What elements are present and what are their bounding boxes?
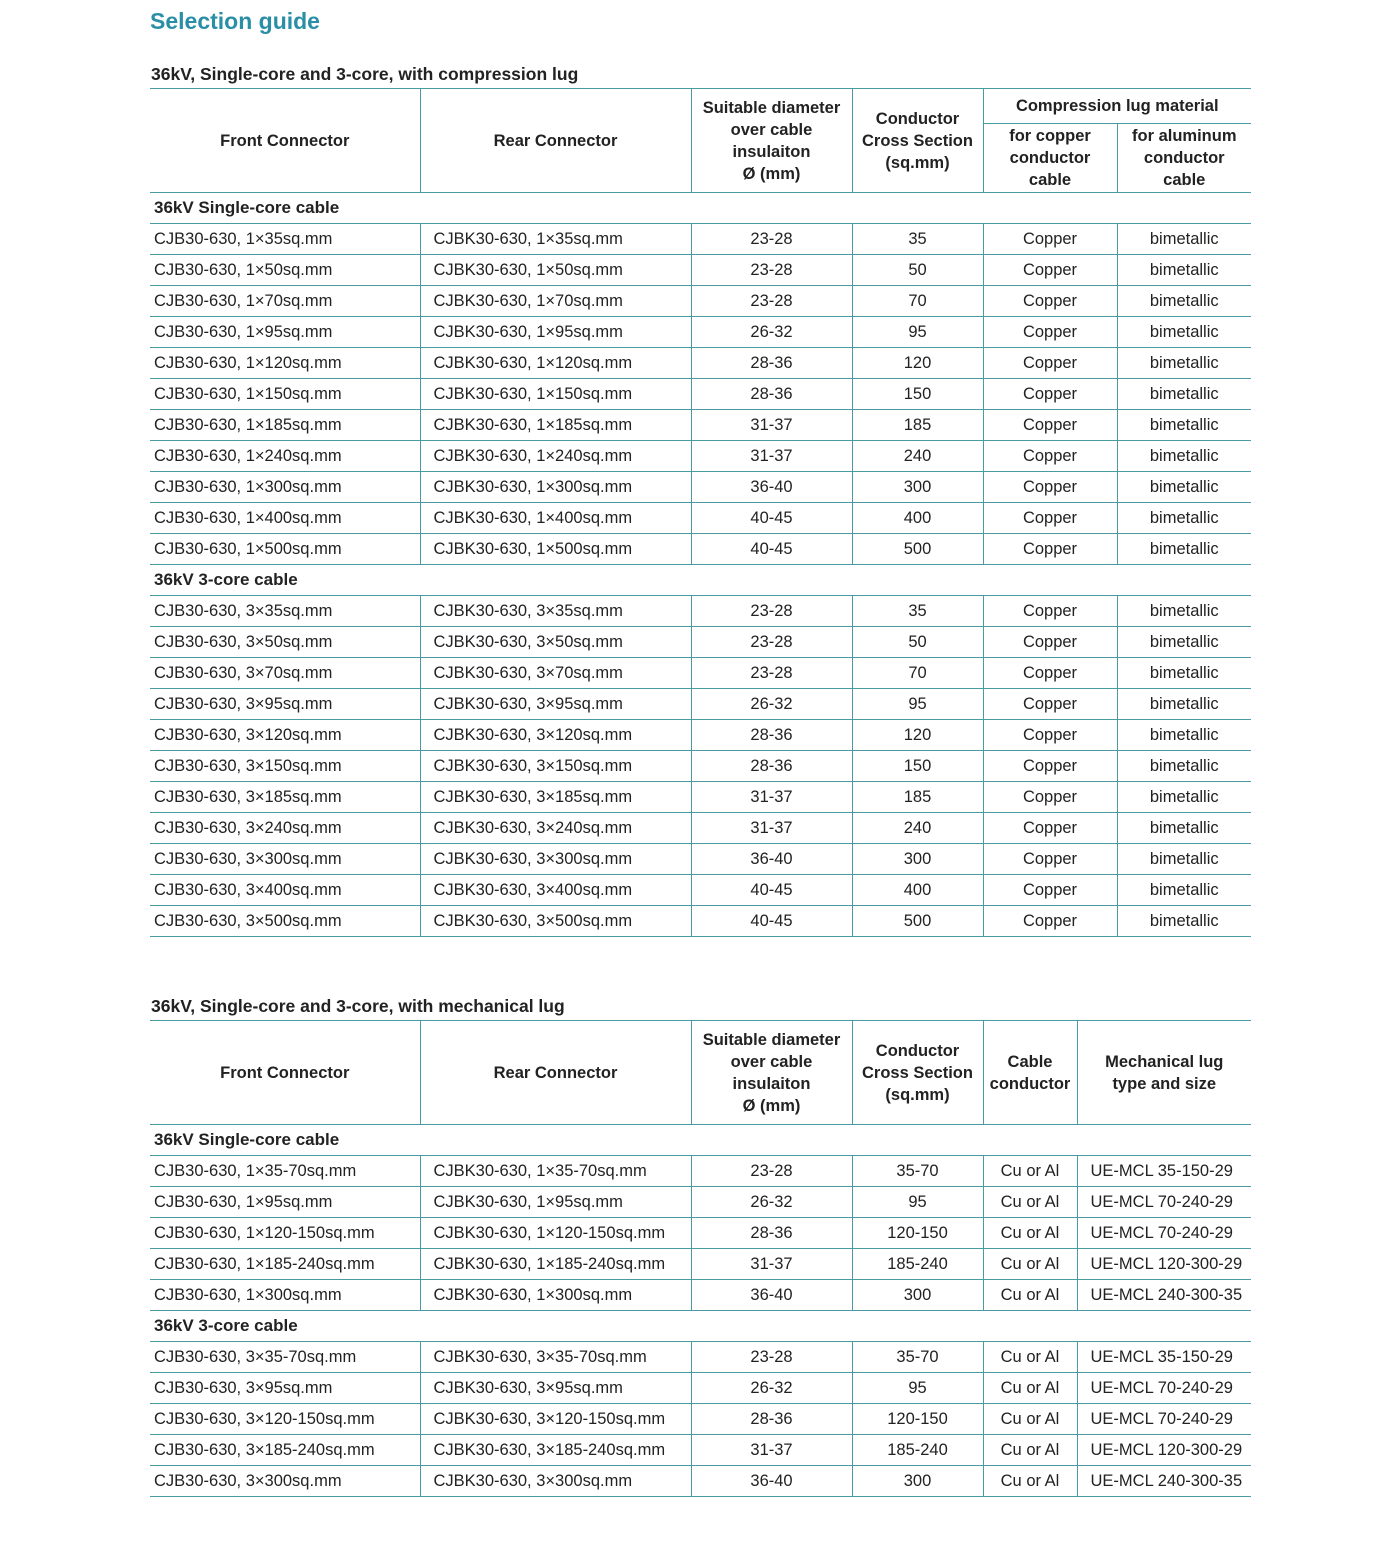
- cross-section-cell: 185-240: [852, 1435, 983, 1466]
- conductor-cell: Copper: [983, 286, 1117, 317]
- rear-connector-cell: CJBK30-630, 3×150sq.mm: [420, 751, 691, 782]
- front-connector-cell: CJB30-630, 1×185sq.mm: [150, 410, 420, 441]
- diameter-cell: 28-36: [691, 379, 852, 410]
- conductor-cell: Cu or Al: [983, 1466, 1077, 1497]
- table-row: [150, 286, 1251, 317]
- lug-cell: bimetallic: [1117, 751, 1251, 782]
- front-connector-cell: CJB30-630, 1×150sq.mm: [150, 379, 420, 410]
- rear-connector-header: Rear Connector: [420, 1021, 691, 1125]
- cross-section-cell: 120-150: [852, 1404, 983, 1435]
- table-row: [150, 534, 1251, 565]
- conductor-cell: Copper: [983, 751, 1117, 782]
- rear-connector-cell: CJBK30-630, 1×150sq.mm: [420, 379, 691, 410]
- diameter-cell: 31-37: [691, 410, 852, 441]
- lug-cell: UE-MCL 70-240-29: [1077, 1218, 1251, 1249]
- table-row: [150, 875, 1251, 906]
- diameter-cell: 36-40: [691, 1280, 852, 1311]
- cable-conductor-header: Cable conductor: [983, 1021, 1077, 1125]
- conductor-cell: Copper: [983, 317, 1117, 348]
- table-row: [150, 720, 1251, 751]
- conductor-cell: Copper: [983, 379, 1117, 410]
- rear-connector-cell: CJBK30-630, 1×35sq.mm: [420, 224, 691, 255]
- front-connector-cell: CJB30-630, 1×185-240sq.mm: [150, 1249, 420, 1280]
- rear-connector-cell: CJBK30-630, 1×95sq.mm: [420, 1187, 691, 1218]
- conductor-cell: Cu or Al: [983, 1435, 1077, 1466]
- rear-connector-cell: CJBK30-630, 1×300sq.mm: [420, 1280, 691, 1311]
- table-row: [150, 1249, 1251, 1280]
- group-label: 36kV 3-core cable: [150, 1311, 1251, 1342]
- rear-connector-cell: CJBK30-630, 1×240sq.mm: [420, 441, 691, 472]
- table-row: [150, 813, 1251, 844]
- diameter-cell: 23-28: [691, 1156, 852, 1187]
- diameter-cell: 31-37: [691, 813, 852, 844]
- diameter-cell: 28-36: [691, 1218, 852, 1249]
- cross-section-cell: 500: [852, 534, 983, 565]
- aluminum-conductor-header: for aluminum conductor cable: [1117, 124, 1251, 193]
- cross-section-cell: 95: [852, 1373, 983, 1404]
- table-row: [150, 627, 1251, 658]
- table-row: [150, 658, 1251, 689]
- group-label: 36kV 3-core cable: [150, 565, 1251, 596]
- compression-lug-material-header: Compression lug material: [983, 89, 1251, 124]
- front-connector-cell: CJB30-630, 1×35-70sq.mm: [150, 1156, 420, 1187]
- cross-section-cell: 240: [852, 813, 983, 844]
- lug-cell: bimetallic: [1117, 627, 1251, 658]
- cross-section-cell: 185-240: [852, 1249, 983, 1280]
- rear-connector-cell: CJBK30-630, 3×300sq.mm: [420, 1466, 691, 1497]
- diameter-cell: 23-28: [691, 596, 852, 627]
- front-connector-cell: CJB30-630, 3×185-240sq.mm: [150, 1435, 420, 1466]
- mechanical-lug-table-body: [150, 1125, 1251, 1497]
- diameter-cell: 31-37: [691, 1249, 852, 1280]
- diameter-cell: 26-32: [691, 1373, 852, 1404]
- compression-lug-table: [150, 88, 1251, 937]
- conductor-cell: Cu or Al: [983, 1249, 1077, 1280]
- conductor-cell: Cu or Al: [983, 1187, 1077, 1218]
- lug-cell: bimetallic: [1117, 534, 1251, 565]
- front-connector-cell: CJB30-630, 3×35-70sq.mm: [150, 1342, 420, 1373]
- diameter-cell: 23-28: [691, 224, 852, 255]
- diameter-cell: 28-36: [691, 1404, 852, 1435]
- rear-connector-cell: CJBK30-630, 1×400sq.mm: [420, 503, 691, 534]
- conductor-cell: Copper: [983, 255, 1117, 286]
- lug-cell: bimetallic: [1117, 782, 1251, 813]
- conductor-cell: Cu or Al: [983, 1404, 1077, 1435]
- table-row: [150, 317, 1251, 348]
- front-connector-header: Front Connector: [150, 89, 420, 193]
- diameter-cell: 28-36: [691, 720, 852, 751]
- table-row: [150, 1466, 1251, 1497]
- rear-connector-cell: CJBK30-630, 3×35sq.mm: [420, 596, 691, 627]
- lug-cell: bimetallic: [1117, 720, 1251, 751]
- rear-connector-cell: CJBK30-630, 1×185-240sq.mm: [420, 1249, 691, 1280]
- table-row: [150, 782, 1251, 813]
- diameter-cell: 23-28: [691, 627, 852, 658]
- front-connector-header: Front Connector: [150, 1021, 420, 1125]
- diameter-cell: 31-37: [691, 441, 852, 472]
- conductor-cell: Cu or Al: [983, 1156, 1077, 1187]
- diameter-header: Suitable diameter over cable insulaiton Ø (mm): [691, 1021, 852, 1125]
- compression-lug-table-body: [150, 193, 1251, 937]
- rear-connector-cell: CJBK30-630, 1×120-150sq.mm: [420, 1218, 691, 1249]
- cross-section-header: Conductor Cross Section (sq.mm): [852, 89, 983, 193]
- lug-cell: UE-MCL 240-300-35: [1077, 1466, 1251, 1497]
- rear-connector-cell: CJBK30-630, 3×400sq.mm: [420, 875, 691, 906]
- lug-cell: bimetallic: [1117, 658, 1251, 689]
- diameter-cell: 36-40: [691, 472, 852, 503]
- cross-section-cell: 150: [852, 379, 983, 410]
- table-row: [150, 906, 1251, 937]
- cross-section-cell: 185: [852, 410, 983, 441]
- lug-cell: UE-MCL 70-240-29: [1077, 1187, 1251, 1218]
- lug-cell: bimetallic: [1117, 255, 1251, 286]
- conductor-cell: Copper: [983, 224, 1117, 255]
- front-connector-cell: CJB30-630, 1×120sq.mm: [150, 348, 420, 379]
- mechanical-lug-header: Mechanical lug type and size: [1077, 1021, 1251, 1125]
- cross-section-cell: 120-150: [852, 1218, 983, 1249]
- cross-section-cell: 70: [852, 286, 983, 317]
- conductor-cell: Copper: [983, 410, 1117, 441]
- diameter-cell: 23-28: [691, 1342, 852, 1373]
- table-row: [150, 1373, 1251, 1404]
- table-row: [150, 410, 1251, 441]
- compression-lug-section-title: 36kV, Single-core and 3-core, with compression lug: [151, 64, 579, 84]
- conductor-cell: Cu or Al: [983, 1280, 1077, 1311]
- rear-connector-cell: CJBK30-630, 1×35-70sq.mm: [420, 1156, 691, 1187]
- table-row: [150, 1342, 1251, 1373]
- diameter-cell: 26-32: [691, 317, 852, 348]
- diameter-cell: 28-36: [691, 348, 852, 379]
- diameter-cell: 23-28: [691, 286, 852, 317]
- rear-connector-cell: CJBK30-630, 1×50sq.mm: [420, 255, 691, 286]
- conductor-cell: Copper: [983, 627, 1117, 658]
- lug-cell: bimetallic: [1117, 689, 1251, 720]
- conductor-cell: Copper: [983, 441, 1117, 472]
- diameter-cell: 28-36: [691, 751, 852, 782]
- cross-section-header: Conductor Cross Section (sq.mm): [852, 1021, 983, 1125]
- mechanical-lug-table: [150, 1020, 1251, 1497]
- lug-cell: UE-MCL 120-300-29: [1077, 1435, 1251, 1466]
- front-connector-cell: CJB30-630, 3×120sq.mm: [150, 720, 420, 751]
- rear-connector-cell: CJBK30-630, 3×50sq.mm: [420, 627, 691, 658]
- cross-section-cell: 35-70: [852, 1342, 983, 1373]
- table-row: [150, 379, 1251, 410]
- rear-connector-cell: CJBK30-630, 3×35-70sq.mm: [420, 1342, 691, 1373]
- front-connector-cell: CJB30-630, 1×240sq.mm: [150, 441, 420, 472]
- rear-connector-header: Rear Connector: [420, 89, 691, 193]
- table-row: [150, 1156, 1251, 1187]
- table-row: [150, 441, 1251, 472]
- rear-connector-cell: CJBK30-630, 3×300sq.mm: [420, 844, 691, 875]
- page-title: Selection guide: [150, 8, 320, 34]
- lug-cell: bimetallic: [1117, 224, 1251, 255]
- rear-connector-cell: CJBK30-630, 1×185sq.mm: [420, 410, 691, 441]
- cross-section-cell: 35: [852, 596, 983, 627]
- conductor-cell: Copper: [983, 813, 1117, 844]
- front-connector-cell: CJB30-630, 3×150sq.mm: [150, 751, 420, 782]
- cross-section-cell: 50: [852, 255, 983, 286]
- conductor-cell: Cu or Al: [983, 1218, 1077, 1249]
- table-row: [150, 1218, 1251, 1249]
- diameter-cell: 40-45: [691, 906, 852, 937]
- conductor-cell: Copper: [983, 348, 1117, 379]
- lug-cell: bimetallic: [1117, 875, 1251, 906]
- table-row: [150, 1404, 1251, 1435]
- cross-section-cell: 300: [852, 1280, 983, 1311]
- front-connector-cell: CJB30-630, 3×95sq.mm: [150, 689, 420, 720]
- table-row: [150, 751, 1251, 782]
- table-row: [150, 844, 1251, 875]
- mechanical-lug-section-title: 36kV, Single-core and 3-core, with mechanical lug: [151, 996, 565, 1016]
- conductor-cell: Copper: [983, 658, 1117, 689]
- front-connector-cell: CJB30-630, 3×400sq.mm: [150, 875, 420, 906]
- conductor-cell: Copper: [983, 503, 1117, 534]
- table-row: [150, 348, 1251, 379]
- table-row: [150, 1187, 1251, 1218]
- table-row: [150, 255, 1251, 286]
- cross-section-cell: 400: [852, 875, 983, 906]
- rear-connector-cell: CJBK30-630, 1×500sq.mm: [420, 534, 691, 565]
- diameter-header: Suitable diameter over cable insulaiton Ø (mm): [691, 89, 852, 193]
- group-label: 36kV Single-core cable: [150, 1125, 1251, 1156]
- diameter-cell: 31-37: [691, 782, 852, 813]
- front-connector-cell: CJB30-630, 1×95sq.mm: [150, 317, 420, 348]
- table-row: [150, 596, 1251, 627]
- conductor-cell: Copper: [983, 720, 1117, 751]
- front-connector-cell: CJB30-630, 3×35sq.mm: [150, 596, 420, 627]
- conductor-cell: Cu or Al: [983, 1373, 1077, 1404]
- diameter-cell: 23-28: [691, 255, 852, 286]
- lug-cell: bimetallic: [1117, 813, 1251, 844]
- front-connector-cell: CJB30-630, 1×35sq.mm: [150, 224, 420, 255]
- lug-cell: UE-MCL 70-240-29: [1077, 1404, 1251, 1435]
- diameter-cell: 40-45: [691, 875, 852, 906]
- lug-cell: bimetallic: [1117, 503, 1251, 534]
- table-row: [150, 503, 1251, 534]
- diameter-cell: 31-37: [691, 1435, 852, 1466]
- lug-cell: bimetallic: [1117, 286, 1251, 317]
- lug-cell: bimetallic: [1117, 906, 1251, 937]
- cross-section-cell: 35-70: [852, 1156, 983, 1187]
- group-row: [150, 1125, 1251, 1156]
- cross-section-cell: 240: [852, 441, 983, 472]
- lug-cell: UE-MCL 70-240-29: [1077, 1373, 1251, 1404]
- rear-connector-cell: CJBK30-630, 3×95sq.mm: [420, 1373, 691, 1404]
- front-connector-cell: CJB30-630, 3×50sq.mm: [150, 627, 420, 658]
- lug-cell: bimetallic: [1117, 317, 1251, 348]
- group-label: 36kV Single-core cable: [150, 193, 1251, 224]
- lug-cell: bimetallic: [1117, 844, 1251, 875]
- front-connector-cell: CJB30-630, 3×185sq.mm: [150, 782, 420, 813]
- front-connector-cell: CJB30-630, 3×500sq.mm: [150, 906, 420, 937]
- cross-section-cell: 120: [852, 720, 983, 751]
- cross-section-cell: 120: [852, 348, 983, 379]
- rear-connector-cell: CJBK30-630, 3×500sq.mm: [420, 906, 691, 937]
- cross-section-cell: 95: [852, 689, 983, 720]
- conductor-cell: Copper: [983, 906, 1117, 937]
- front-connector-cell: CJB30-630, 3×300sq.mm: [150, 1466, 420, 1497]
- diameter-cell: 36-40: [691, 844, 852, 875]
- table-row: [150, 689, 1251, 720]
- diameter-cell: 26-32: [691, 689, 852, 720]
- conductor-cell: Copper: [983, 534, 1117, 565]
- conductor-cell: Copper: [983, 689, 1117, 720]
- cross-section-cell: 150: [852, 751, 983, 782]
- lug-cell: UE-MCL 35-150-29: [1077, 1342, 1251, 1373]
- cross-section-cell: 500: [852, 906, 983, 937]
- front-connector-cell: CJB30-630, 1×500sq.mm: [150, 534, 420, 565]
- front-connector-cell: CJB30-630, 1×70sq.mm: [150, 286, 420, 317]
- conductor-cell: Copper: [983, 472, 1117, 503]
- front-connector-cell: CJB30-630, 3×240sq.mm: [150, 813, 420, 844]
- diameter-cell: 40-45: [691, 534, 852, 565]
- front-connector-cell: CJB30-630, 1×120-150sq.mm: [150, 1218, 420, 1249]
- conductor-cell: Copper: [983, 875, 1117, 906]
- rear-connector-cell: CJBK30-630, 3×185-240sq.mm: [420, 1435, 691, 1466]
- rear-connector-cell: CJBK30-630, 3×95sq.mm: [420, 689, 691, 720]
- front-connector-cell: CJB30-630, 3×95sq.mm: [150, 1373, 420, 1404]
- rear-connector-cell: CJBK30-630, 3×240sq.mm: [420, 813, 691, 844]
- front-connector-cell: CJB30-630, 1×300sq.mm: [150, 1280, 420, 1311]
- lug-cell: UE-MCL 35-150-29: [1077, 1156, 1251, 1187]
- diameter-cell: 40-45: [691, 503, 852, 534]
- front-connector-cell: CJB30-630, 3×300sq.mm: [150, 844, 420, 875]
- diameter-cell: 36-40: [691, 1466, 852, 1497]
- table-row: [150, 472, 1251, 503]
- front-connector-cell: CJB30-630, 3×120-150sq.mm: [150, 1404, 420, 1435]
- front-connector-cell: CJB30-630, 1×95sq.mm: [150, 1187, 420, 1218]
- cross-section-cell: 95: [852, 1187, 983, 1218]
- diameter-cell: 23-28: [691, 658, 852, 689]
- table-row: [150, 224, 1251, 255]
- cross-section-cell: 400: [852, 503, 983, 534]
- cross-section-cell: 95: [852, 317, 983, 348]
- lug-cell: bimetallic: [1117, 441, 1251, 472]
- cross-section-cell: 300: [852, 844, 983, 875]
- cross-section-cell: 35: [852, 224, 983, 255]
- front-connector-cell: CJB30-630, 1×400sq.mm: [150, 503, 420, 534]
- conductor-cell: Copper: [983, 782, 1117, 813]
- lug-cell: bimetallic: [1117, 472, 1251, 503]
- cross-section-cell: 185: [852, 782, 983, 813]
- cross-section-cell: 300: [852, 1466, 983, 1497]
- rear-connector-cell: CJBK30-630, 3×120sq.mm: [420, 720, 691, 751]
- cross-section-cell: 70: [852, 658, 983, 689]
- lug-cell: bimetallic: [1117, 410, 1251, 441]
- table-row: [150, 1435, 1251, 1466]
- lug-cell: bimetallic: [1117, 596, 1251, 627]
- group-row: [150, 193, 1251, 224]
- rear-connector-cell: CJBK30-630, 1×300sq.mm: [420, 472, 691, 503]
- rear-connector-cell: CJBK30-630, 1×70sq.mm: [420, 286, 691, 317]
- rear-connector-cell: CJBK30-630, 3×70sq.mm: [420, 658, 691, 689]
- group-row: [150, 1311, 1251, 1342]
- rear-connector-cell: CJBK30-630, 3×185sq.mm: [420, 782, 691, 813]
- front-connector-cell: CJB30-630, 1×300sq.mm: [150, 472, 420, 503]
- conductor-cell: Cu or Al: [983, 1342, 1077, 1373]
- diameter-cell: 26-32: [691, 1187, 852, 1218]
- group-row: [150, 565, 1251, 596]
- conductor-cell: Copper: [983, 844, 1117, 875]
- front-connector-cell: CJB30-630, 3×70sq.mm: [150, 658, 420, 689]
- rear-connector-cell: CJBK30-630, 1×120sq.mm: [420, 348, 691, 379]
- lug-cell: UE-MCL 120-300-29: [1077, 1249, 1251, 1280]
- rear-connector-cell: CJBK30-630, 3×120-150sq.mm: [420, 1404, 691, 1435]
- lug-cell: bimetallic: [1117, 379, 1251, 410]
- conductor-cell: Copper: [983, 596, 1117, 627]
- table-row: [150, 1280, 1251, 1311]
- cross-section-cell: 50: [852, 627, 983, 658]
- lug-cell: UE-MCL 240-300-35: [1077, 1280, 1251, 1311]
- front-connector-cell: CJB30-630, 1×50sq.mm: [150, 255, 420, 286]
- lug-cell: bimetallic: [1117, 348, 1251, 379]
- cross-section-cell: 300: [852, 472, 983, 503]
- copper-conductor-header: for copper conductor cable: [983, 124, 1117, 193]
- rear-connector-cell: CJBK30-630, 1×95sq.mm: [420, 317, 691, 348]
